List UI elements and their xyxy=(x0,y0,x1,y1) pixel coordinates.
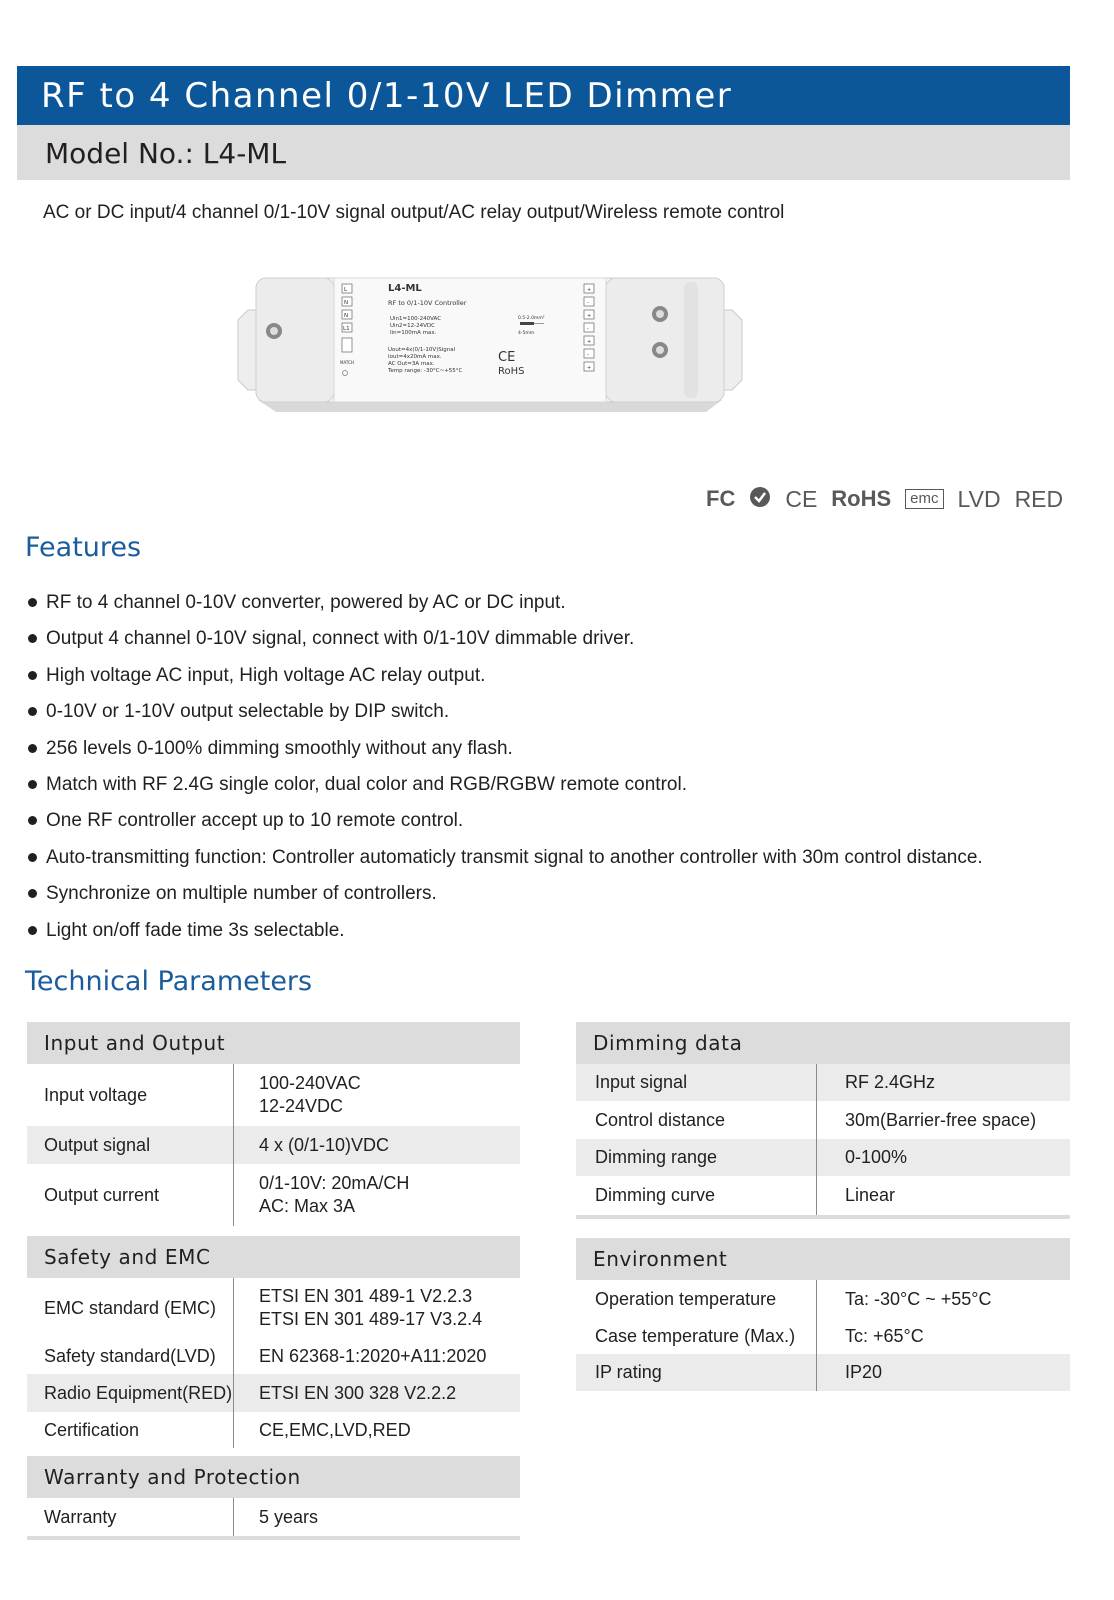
bullet-icon xyxy=(28,707,37,716)
label-strip: 4-5mm xyxy=(518,331,535,336)
value-line: AC: Max 3A xyxy=(259,1196,356,1216)
bullet-icon xyxy=(28,598,37,607)
table-row xyxy=(27,1412,520,1448)
fc-logo: FC xyxy=(706,486,736,511)
row-value xyxy=(234,1164,520,1226)
value-line: ETSI EN 301 489-17 V3.2.4 xyxy=(259,1309,483,1329)
c-tick-icon xyxy=(749,486,771,513)
table-row xyxy=(576,1064,1070,1101)
row-key: EMC standard (EMC) xyxy=(27,1278,234,1338)
list-item xyxy=(26,920,1086,956)
table-row xyxy=(576,1280,1070,1318)
row-key: Input voltage xyxy=(27,1064,234,1126)
table-row xyxy=(576,1101,1070,1139)
table-row xyxy=(576,1354,1070,1391)
row-key: IP rating xyxy=(576,1354,817,1391)
feature-text: 256 levels 0-100% dimming smoothly without any flash. xyxy=(46,737,513,759)
row-value: Linear xyxy=(845,1185,896,1205)
table-row xyxy=(27,1338,520,1374)
feature-text: One RF controller accept up to 10 remote control. xyxy=(46,810,464,832)
table-bottom-rule xyxy=(576,1215,1070,1219)
list-item xyxy=(26,774,1086,810)
table-row xyxy=(27,1498,520,1536)
tech-params-heading: Technical Parameters xyxy=(25,966,313,997)
label-model: L4-ML xyxy=(388,283,422,294)
terminal-label: L1 xyxy=(343,326,350,332)
bullet-icon xyxy=(28,634,37,643)
row-key: Safety standard(LVD) xyxy=(27,1338,234,1374)
row-value: Tc: +65°C xyxy=(845,1325,924,1346)
feature-text: Synchronize on multiple number of controllers. xyxy=(46,883,437,905)
features-list xyxy=(26,592,1086,956)
feature-text: Light on/off fade time 3s selectable. xyxy=(46,919,345,941)
feature-text: Auto-transmitting function: Controller automaticly transmit signal to another controller with 30m control distance. xyxy=(46,846,983,868)
bullet-icon xyxy=(28,853,37,862)
table-row xyxy=(576,1139,1070,1176)
feature-text: RF to 4 channel 0-10V converter, powered by AC or DC input. xyxy=(46,592,566,613)
bullet-icon xyxy=(28,744,37,753)
table-title: Dimming data xyxy=(576,1022,1070,1064)
table-title: Environment xyxy=(576,1238,1070,1280)
label-uin1: Uin1=100-240VAC xyxy=(390,316,442,322)
input-output-table xyxy=(27,1022,520,1226)
row-value: ETSI EN 300 328 V2.2.2 xyxy=(259,1382,457,1403)
row-value xyxy=(234,1064,520,1126)
bullet-icon xyxy=(28,889,37,898)
table-row xyxy=(27,1374,520,1412)
terminal-label: - xyxy=(587,326,589,332)
page-title: RF to 4 Channel 0/1-10V LED Dimmer xyxy=(41,76,733,116)
row-value: IP20 xyxy=(845,1362,883,1382)
value-line: ETSI EN 301 489-1 V2.2.3 xyxy=(259,1286,473,1306)
product-subtitle: AC or DC input/4 channel 0/1-10V signal output/AC relay output/Wireless remote control xyxy=(43,202,785,223)
row-value: CE,EMC,LVD,RED xyxy=(259,1419,411,1440)
label-uin2: Uin2=12-24VDC xyxy=(390,323,435,329)
feature-text: 0-10V or 1-10V output selectable by DIP switch. xyxy=(46,701,450,723)
terminal-label: N xyxy=(344,300,349,306)
model-bar xyxy=(17,125,1070,180)
list-item xyxy=(26,738,1086,774)
row-key: Radio Equipment(RED) xyxy=(27,1374,234,1412)
list-item xyxy=(26,810,1086,846)
environment-table xyxy=(576,1238,1070,1391)
terminal-label: + xyxy=(587,287,592,293)
list-item xyxy=(26,847,1086,883)
bullet-icon xyxy=(28,926,37,935)
list-item xyxy=(26,701,1086,737)
terminal-label: + xyxy=(587,339,592,345)
row-value: 0-100% xyxy=(845,1147,908,1167)
label-rohs: RoHS xyxy=(498,366,525,377)
label-iout: Iout=4x20mA max. xyxy=(388,354,442,360)
row-key: Output signal xyxy=(27,1126,234,1164)
bullet-icon xyxy=(28,816,37,825)
value-line: 12-24VDC xyxy=(259,1096,344,1116)
list-item xyxy=(26,628,1086,664)
terminal-label: - xyxy=(587,352,589,358)
row-key: Control distance xyxy=(576,1101,817,1139)
terminal-label: - xyxy=(587,300,589,306)
table-bottom-rule xyxy=(27,1536,520,1540)
label-name: RF to 0/1-10V Controller xyxy=(388,299,467,307)
table-row xyxy=(576,1176,1070,1215)
feature-text: Match with RF 2.4G single color, dual color and RGB/RGBW remote control. xyxy=(46,773,687,795)
product-image xyxy=(236,270,744,432)
row-value: RF 2.4GHz xyxy=(845,1072,936,1092)
features-heading: Features xyxy=(25,532,142,563)
table-row xyxy=(27,1126,520,1164)
terminal-label: N xyxy=(344,313,349,319)
value-line: 0/1-10V: 20mA/CH xyxy=(259,1173,410,1193)
label-uout: Uout=4x(0/1-10V)Signal xyxy=(388,347,456,353)
list-item xyxy=(26,592,1086,628)
row-value: 4 x (0/1-10)VDC xyxy=(259,1134,390,1155)
label-acout: AC Out=3A max. xyxy=(388,361,435,367)
table-row xyxy=(27,1278,520,1338)
row-key: Operation temperature xyxy=(576,1280,817,1318)
lvd-logo: LVD xyxy=(957,485,1001,512)
terminal-label: + xyxy=(587,365,592,371)
certification-logos xyxy=(706,485,1063,513)
row-key: Output current xyxy=(27,1164,234,1226)
feature-text: Output 4 channel 0-10V signal, connect with 0/1-10V dimmable driver. xyxy=(46,628,635,650)
rohs-logo: RoHS xyxy=(831,486,892,511)
list-item xyxy=(26,883,1086,919)
safety-emc-table xyxy=(27,1236,520,1448)
feature-text: High voltage AC input, High voltage AC relay output. xyxy=(46,664,486,686)
row-key: Dimming curve xyxy=(576,1176,817,1215)
row-value: 5 years xyxy=(259,1506,319,1527)
table-row xyxy=(576,1318,1070,1354)
bullet-icon xyxy=(28,780,37,789)
table-title: Warranty and Protection xyxy=(27,1456,520,1498)
row-key: Dimming range xyxy=(576,1139,817,1176)
terminal-label: L xyxy=(344,287,348,293)
warranty-table xyxy=(27,1456,520,1540)
row-key: Warranty xyxy=(27,1498,234,1536)
row-key: Case temperature (Max.) xyxy=(576,1318,817,1354)
list-item xyxy=(26,665,1086,701)
table-row xyxy=(27,1164,520,1226)
model-number: Model No.: L4-ML xyxy=(45,137,287,170)
table-title: Safety and EMC xyxy=(27,1236,520,1278)
bullet-icon xyxy=(28,671,37,680)
red-logo: RED xyxy=(1014,485,1064,512)
row-key: Certification xyxy=(27,1412,234,1448)
match-label: MATCH xyxy=(340,360,354,365)
dimming-data-table xyxy=(576,1022,1070,1219)
label-temp: Temp range: -30°C~+55°C xyxy=(388,368,463,374)
row-value: 30m(Barrier-free space) xyxy=(845,1109,1037,1130)
value-line: 100-240VAC xyxy=(259,1073,361,1093)
label-wire: 0.5-2.0mm² xyxy=(518,316,545,321)
ce-logo: CE xyxy=(785,485,818,512)
label-iin: Iin=100mA max. xyxy=(390,330,437,336)
row-key: Input signal xyxy=(576,1064,817,1101)
table-row xyxy=(27,1064,520,1126)
label-ce: CE xyxy=(498,350,516,365)
terminal-label: + xyxy=(587,313,592,319)
emc-logo: emc xyxy=(905,489,943,509)
table-title: Input and Output xyxy=(27,1022,520,1064)
row-value xyxy=(234,1278,520,1338)
title-bar xyxy=(17,66,1070,125)
row-value: Ta: -30°C ~ +55°C xyxy=(845,1288,992,1309)
row-value: EN 62368-1:2020+A11:2020 xyxy=(259,1345,487,1366)
